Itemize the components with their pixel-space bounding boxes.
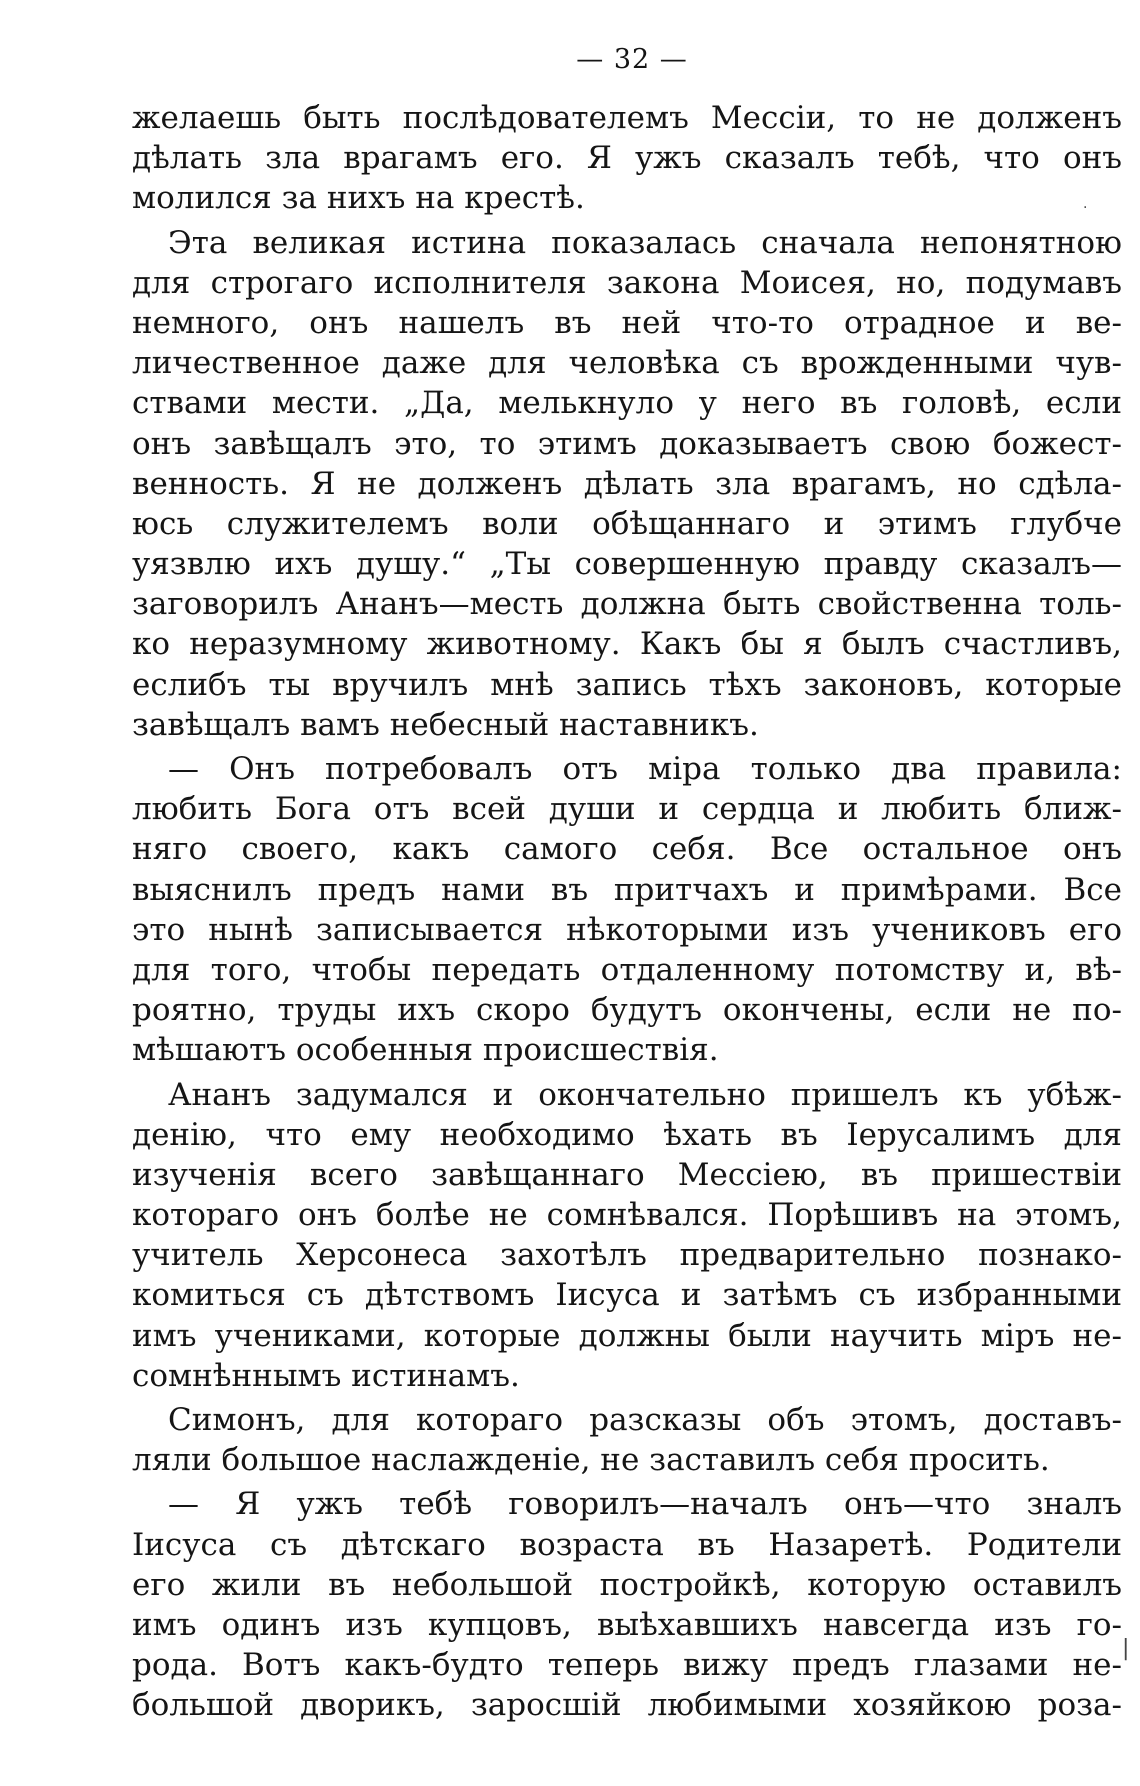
text-line: Симонъ, для котораго разсказы объ этомъ, доставъ- bbox=[168, 1402, 1122, 1438]
text-line: завѣщалъ вамъ небесный наставникъ. bbox=[132, 706, 759, 743]
text-line: ко неразумному животному. Какъ бы я былъ счастливъ, bbox=[132, 626, 1122, 663]
text-line: онъ завѣщалъ это, то этимъ доказываетъ свою божест- bbox=[132, 425, 1122, 462]
text-line: роятно, труды ихъ скоро будутъ окончены, если не по- bbox=[132, 992, 1122, 1029]
paragraph bbox=[132, 1075, 1122, 1397]
text-line: юсь служителемъ воли обѣщаннаго и этимъ глубче bbox=[132, 505, 1122, 542]
text-line: — Я ужъ тебѣ говорилъ—началъ онъ—что зналъ bbox=[168, 1486, 1122, 1523]
text-line: большой дворикъ, заросшій любимыми хозяйкою роза- bbox=[132, 1687, 1122, 1724]
print-speck: · bbox=[1083, 200, 1088, 216]
text-line: для того, чтобы передать отдаленному потомству и, вѣ- bbox=[132, 951, 1122, 988]
text-line: имъ учениками, которые должны были научить міръ не- bbox=[132, 1317, 1122, 1354]
page-number: — 32 — bbox=[576, 44, 688, 75]
text-line: дѣлать зла врагамъ его. Я ужъ сказалъ тебѣ, что онъ bbox=[132, 140, 1122, 177]
text-line: личественное даже для человѣка съ врожденными чув- bbox=[132, 345, 1122, 382]
text-line: Эта великая истина показалась сначала непонятною bbox=[168, 224, 1122, 261]
text-line: Іисуса съ дѣтскаго возраста въ Назаретѣ. Родители bbox=[132, 1526, 1122, 1563]
text-line: ствами мести. „Да, мелькнуло у него въ головѣ, если bbox=[132, 385, 1122, 422]
print-speck: | bbox=[1122, 1636, 1130, 1661]
text-line: — Онъ потребовалъ отъ міра только два правила: bbox=[168, 751, 1122, 787]
page-body bbox=[132, 98, 1122, 1726]
text-line: его жили въ небольшой постройкѣ, которую оставилъ bbox=[132, 1566, 1122, 1603]
text-line: мѣшаютъ особенныя происшествія. bbox=[132, 1032, 719, 1069]
paragraph bbox=[132, 749, 1122, 1071]
text-line: желаешь быть послѣдователемъ Мессіи, то не долженъ bbox=[132, 100, 1122, 136]
paragraph bbox=[132, 223, 1122, 745]
text-line: комиться съ дѣтствомъ Іисуса и затѣмъ съ избранными bbox=[132, 1277, 1122, 1314]
text-line: имъ одинъ изъ купцовъ, выѣхавшихъ навсегда изъ го- bbox=[132, 1606, 1122, 1643]
book-page bbox=[132, 40, 1122, 1730]
text-line: немного, онъ нашелъ въ ней что-то отрадное и ве- bbox=[132, 304, 1122, 341]
paragraph bbox=[132, 1484, 1122, 1725]
paragraph bbox=[132, 98, 1122, 219]
text-line: Ананъ задумался и окончательно пришелъ къ убѣж- bbox=[168, 1076, 1122, 1113]
text-line: денію, что ему необходимо ѣхать въ Іерусалимъ для bbox=[132, 1116, 1122, 1153]
text-line: еслибъ ты вручилъ мнѣ запись тѣхъ законовъ, которые bbox=[132, 666, 1122, 703]
text-line: венность. Я не долженъ дѣлать зла врагамъ, но сдѣла- bbox=[132, 465, 1122, 502]
text-line: изученія всего завѣщаннаго Мессіею, въ пришествіи bbox=[132, 1156, 1122, 1193]
text-line: няго своего, какъ самого себя. Все остальное онъ bbox=[132, 831, 1122, 868]
paragraph bbox=[132, 1400, 1122, 1480]
text-line: рода. Вотъ какъ-будто теперь вижу предъ глазами не- bbox=[132, 1647, 1122, 1684]
text-line: уязвлю ихъ душу.“ „Ты совершенную правду сказалъ— bbox=[132, 546, 1122, 583]
text-line: заговорилъ Ананъ—месть должна быть свойственна толь- bbox=[132, 586, 1122, 623]
text-line: ляли большое наслажденіе, не заставилъ себя просить. bbox=[132, 1442, 1050, 1479]
text-line: котораго онъ болѣе не сомнѣвался. Порѣшивъ на этомъ, bbox=[132, 1197, 1122, 1234]
text-line: для строгаго исполнителя закона Моисея, но, подумавъ bbox=[132, 264, 1122, 301]
text-line: это нынѣ записывается нѣкоторыми изъ учениковъ его bbox=[132, 911, 1122, 948]
text-line: учитель Херсонеса захотѣлъ предварительно познако- bbox=[132, 1237, 1122, 1274]
text-line: любить Бога отъ всей души и сердца и любить ближ- bbox=[132, 791, 1122, 828]
text-line: выяснилъ предъ нами въ притчахъ и примѣрами. Все bbox=[132, 871, 1122, 908]
text-line: сомнѣннымъ истинамъ. bbox=[132, 1357, 520, 1394]
text-line: молился за нихъ на крестѣ. bbox=[132, 180, 585, 217]
